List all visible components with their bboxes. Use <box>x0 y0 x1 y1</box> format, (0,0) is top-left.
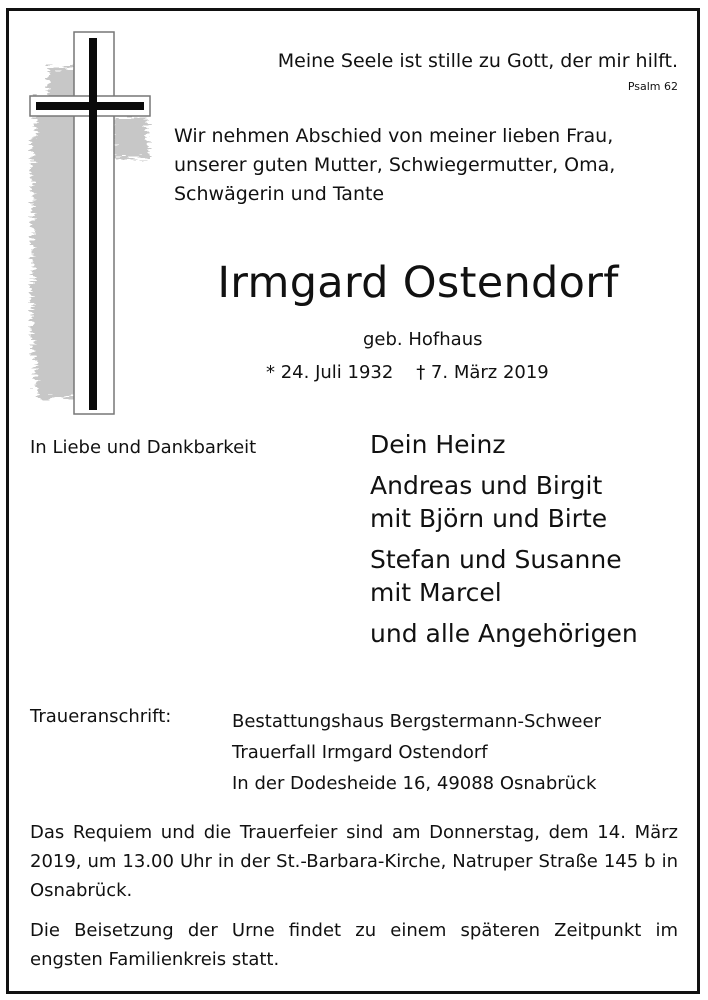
mourner-list <box>370 428 638 658</box>
burial-paragraph: Die Beisetzung der Urne findet zu einem späteren Zeitpunkt im engsten Familienkreis statt. <box>30 920 678 970</box>
deceased-name: Irmgard Ostendorf <box>217 258 619 308</box>
life-dates: * 24. Juli 1932 † 7. März 2019 <box>266 362 549 383</box>
intro-line: unserer guten Mutter, Schwiegermutter, Oma, <box>174 154 616 176</box>
motto-quote: Meine Seele ist stille zu Gott, der mir hilft. <box>277 50 678 72</box>
mourner-line: Andreas und Birgit <box>370 471 603 500</box>
mourner-group <box>370 428 638 461</box>
mourner-line: mit Björn und Birte <box>370 504 608 533</box>
address-line: Bestattungshaus Bergstermann-Schweer <box>232 711 601 732</box>
cross-icon <box>28 28 164 418</box>
intro-line: Wir nehmen Abschied von meiner lieben Frau, <box>174 125 614 147</box>
intro-text <box>174 122 615 209</box>
mourner-line: Dein Heinz <box>370 430 506 459</box>
address-block <box>232 706 601 799</box>
closing-phrase: In Liebe und Dankbarkeit <box>30 437 257 458</box>
address-line: In der Dodesheide 16, 49088 Osnabrück <box>232 773 597 794</box>
mourner-group <box>370 543 638 609</box>
mourner-group <box>370 617 638 650</box>
motto-source: Psalm 62 <box>627 80 678 93</box>
address-label: Traueranschrift: <box>30 706 172 727</box>
mourner-group <box>370 469 638 535</box>
intro-line: Schwägerin und Tante <box>174 183 385 205</box>
mourner-line: Stefan und Susanne <box>370 545 622 574</box>
address-line: Trauerfall Irmgard Ostendorf <box>232 742 488 763</box>
mourner-line: mit Marcel <box>370 578 502 607</box>
service-paragraph: Das Requiem und die Trauerfeier sind am Donnerstag, dem 14. März 2019, um 13.00 Uhr in der St.-Barbara-Kirche, Natruper Straße 145 b in Osnabrück. <box>30 822 678 901</box>
maiden-name: geb. Hofhaus <box>363 329 483 350</box>
mourner-line: und alle Angehörigen <box>370 619 638 648</box>
